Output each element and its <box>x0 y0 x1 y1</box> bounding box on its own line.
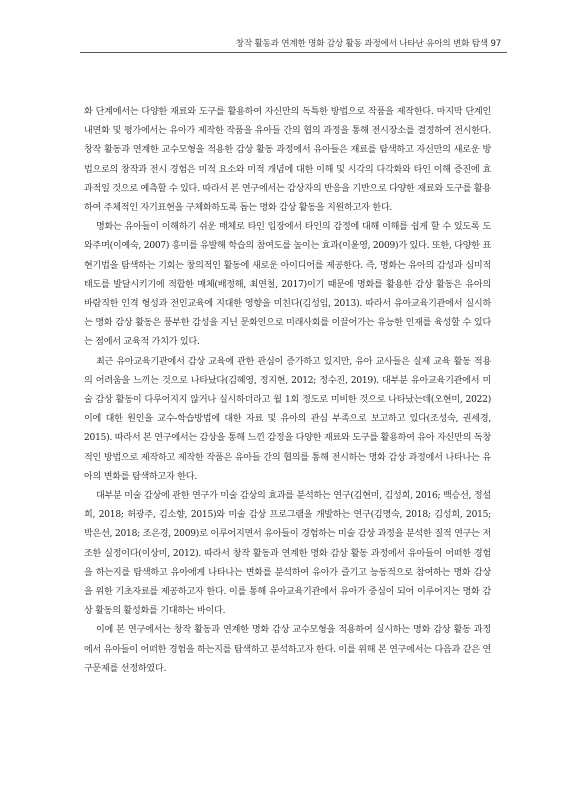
paragraph-2: 명화는 유아들이 이해하기 쉬운 매체로 타인 입장에서 타인의 감정에 대해 이해를 쉽게 할 수 있도록 도와주며(이예숙, 2007) 흥미를 유발해 학습의 참여도를 높이는 효과(이윤영, 2009)가 있다. 또한, 다양한 표현기법을 탐색하는 기회는 창의적인 활동에 새로운 아이디어를 제공한다. 즉, 명화는 유아의 감성과 심미적 태도를 발달시키기에 적합한 매체(배정해, 최연철, 2017)이기 때문에 명화를 활용한 감상 활동은 유아의 바람직한 인격 형성과 전인교육에 지대한 영향을 미친다(김성임, 2013). 따라서 유아교육기관에서 실시하는 명화 감상 활동은 풍부한 감성을 지닌 문화인으로 미래사회를 이끌어가는 유능한 인재를 육성할 수 있다는 점에서 교육적 가치가 있다. <box>84 222 491 348</box>
body-text <box>84 103 491 679</box>
paragraph-1: 화 단계에서는 다양한 재료와 도구를 활용하여 자신만의 독특한 방법으로 작품을 제작한다. 마지막 단계인 내면화 및 평가에서는 유아가 제작한 작품을 유아들 간의 협의 과정을 통해 전시장소를 결정하여 전시한다. 창작 활동과 연계한 교수모형을 적용한 감상 활동 과정에서 유아들은 재료를 탐색하고 자신만의 새로운 방법으로의 창작과 전시 경험은 미적 요소와 미적 개념에 대한 이해 및 시각의 다각화와 타인 이해 증진에 효과적일 것으로 예측할 수 있다. 따라서 본 연구에서는 감상자의 반응을 기반으로 다양한 재료와 도구를 활용하여 주체적인 자기표현을 구체화하도록 돕는 명화 감상 활동을 지원하고자 한다. <box>84 107 491 214</box>
paragraph-5: 이에 본 연구에서는 창작 활동과 연계한 명화 감상 교수모형을 적용하여 실시하는 명화 감상 활동 과정에서 유아들이 어떠한 경험을 하는지를 탐색하고 분석하고자 한다. 이를 위해 본 연구에서는 다음과 같은 연구문제를 선정하였다. <box>84 625 491 674</box>
running-title: 창작 활동과 연계한 명화 감상 활동 과정에서 나타난 유아의 변화 탐색 <box>235 39 488 49</box>
running-head <box>236 37 501 49</box>
header-rule <box>80 52 507 53</box>
page-number: 97 <box>490 39 501 49</box>
paragraph-4: 대부분 미술 감상에 관한 연구가 미술 감상의 효과를 분석하는 연구(김현미, 김성희, 2016; 백승선, 정설희, 2018; 허광주, 김소향, 2015)와 미술 감상 프로그램을 개발하는 연구(김명숙, 2018; 김성희, 2015; 박은선, 2018; 조은경, 2009)로 이루어지면서 유아들이 경험하는 미술 감상 과정을 분석한 질적 연구는 저조한 실정이다(이상미, 2012). 따라서 창작 활동과 연계한 명화 감상 활동 과정에서 유아들이 어떠한 경험을 하는지를 탐색하고 유아에게 나타나는 변화를 분석하여 유아가 즐기고 능동적으로 참여하는 명화 감상을 위한 기초자료를 제공하고자 한다. 이를 통해 유아교육기관에서 유아가 중심이 되어 이루어지는 명화 감상 활동의 활성화를 기대하는 바이다. <box>84 491 491 617</box>
paragraph-3: 최근 유아교육기관에서 감상 교육에 관한 관심이 증가하고 있지만, 유아 교사들은 실제 교육 활동 적용의 어려움을 느끼는 것으로 나타났다(김혜영, 정지현, 2012; 정수진, 2019). 대부분 유아교육기관에서 미술 감상 활동이 다루어지지 않거나 실시하더라고 월 1회 정도로 미비한 것으로 나타났는데(오현미, 2022) 이에 대한 원인을 교수-학습방법에 대한 자료 및 유아의 관심 부족으로 보고하고 있다(조성숙, 권세경, 2015). 따라서 본 연구에서는 감상을 통해 느낀 감정을 다양한 재료와 도구를 활용하여 유아 자신만의 독창적인 방법으로 제작하고 제작한 작품은 유아들 간의 협의를 통해 전시하는 명화 감상 과정에서 나타나는 유아의 변화를 탐색하고자 한다. <box>84 356 491 482</box>
page-header <box>0 0 573 58</box>
